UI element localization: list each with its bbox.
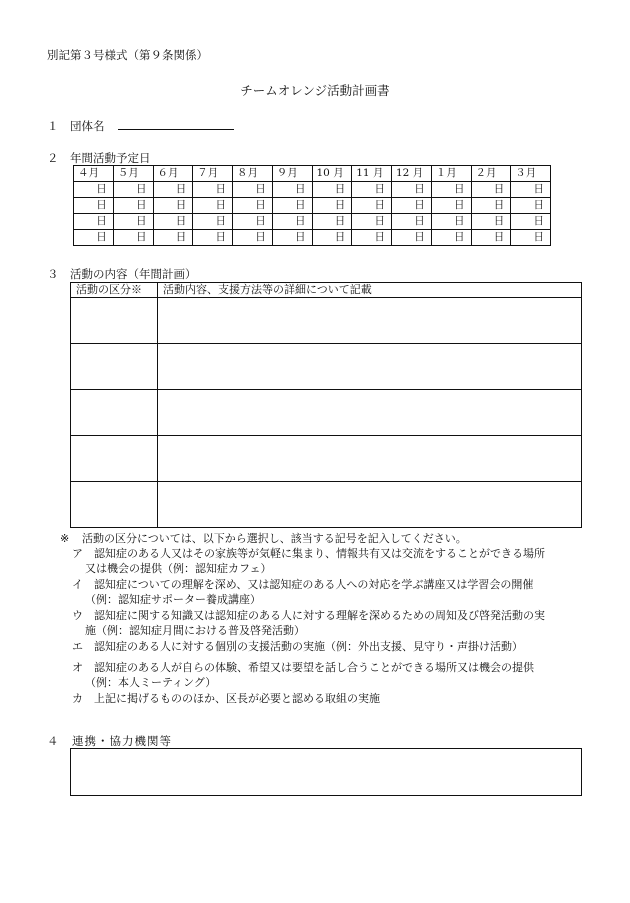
option-key: オ <box>72 661 83 674</box>
day-cell[interactable]: 日 <box>113 182 153 198</box>
day-cell[interactable]: 日 <box>233 182 273 198</box>
note-marker: ※ <box>60 532 70 545</box>
schedule-row <box>74 214 551 230</box>
day-cell[interactable]: 日 <box>233 198 273 214</box>
day-cell[interactable]: 日 <box>431 198 471 214</box>
day-cell[interactable]: 日 <box>352 214 392 230</box>
day-cell[interactable]: 日 <box>431 214 471 230</box>
schedule-row <box>74 230 551 246</box>
day-cell[interactable]: 日 <box>312 230 352 246</box>
details-cell[interactable] <box>158 344 582 390</box>
section-2-label: 年間活動予定日 <box>70 151 151 165</box>
day-cell[interactable]: 日 <box>193 230 233 246</box>
day-cell[interactable]: 日 <box>272 182 312 198</box>
day-cell[interactable]: 日 <box>392 230 432 246</box>
option-key: エ <box>72 640 83 653</box>
day-cell[interactable]: 日 <box>74 182 114 198</box>
day-cell[interactable]: 日 <box>272 214 312 230</box>
partner-organizations-field[interactable] <box>70 748 582 796</box>
day-cell[interactable]: 日 <box>392 214 432 230</box>
category-cell[interactable] <box>71 390 158 436</box>
month-header: ５月 <box>113 166 153 182</box>
details-cell[interactable] <box>158 436 582 482</box>
day-cell[interactable]: 日 <box>74 230 114 246</box>
option-text: 認知症のある人が自らの体験、希望又は要望を話し合うことができる場所又は機会の提供 <box>94 661 534 674</box>
day-cell[interactable]: 日 <box>392 198 432 214</box>
activity-row <box>71 482 582 528</box>
category-cell[interactable] <box>71 436 158 482</box>
day-cell[interactable]: 日 <box>153 182 193 198</box>
day-cell[interactable]: 日 <box>352 230 392 246</box>
option-text: 認知症のある人又はその家族等が気軽に集まり、情報共有又は交流をすることができる場所 <box>94 547 545 560</box>
option-text-continued: （例：本人ミーティング） <box>85 676 217 689</box>
month-header: 10 月 <box>312 166 352 182</box>
option-text: 認知症に関する知識又は認知症のある人に対する理解を深めるための周知及び啓発活動の実 <box>94 609 545 622</box>
details-cell[interactable] <box>158 390 582 436</box>
month-header: ６月 <box>153 166 193 182</box>
section-1-number: １ <box>47 119 59 133</box>
day-cell[interactable]: 日 <box>193 182 233 198</box>
section-4-number: ４ <box>47 734 59 748</box>
day-cell[interactable]: 日 <box>312 214 352 230</box>
day-cell[interactable]: 日 <box>431 230 471 246</box>
month-header: ７月 <box>193 166 233 182</box>
day-cell[interactable]: 日 <box>312 182 352 198</box>
option-key: イ <box>72 578 83 591</box>
day-cell[interactable]: 日 <box>272 198 312 214</box>
activity-row <box>71 298 582 344</box>
category-cell[interactable] <box>71 344 158 390</box>
category-cell[interactable] <box>71 298 158 344</box>
day-cell[interactable]: 日 <box>431 182 471 198</box>
section-3-number: ３ <box>47 267 59 281</box>
option-text-continued: 又は機会の提供（例：認知症カフェ） <box>85 562 272 575</box>
day-cell[interactable]: 日 <box>193 198 233 214</box>
month-header: 11 月 <box>352 166 392 182</box>
month-header: ９月 <box>272 166 312 182</box>
day-cell[interactable]: 日 <box>352 198 392 214</box>
option-text: 認知症についての理解を深め、又は認知症のある人への対応を学ぶ講座又は学習会の開催 <box>94 578 534 591</box>
details-cell[interactable] <box>158 482 582 528</box>
day-cell[interactable]: 日 <box>153 198 193 214</box>
day-cell[interactable]: 日 <box>74 214 114 230</box>
option-text-continued: 施（例：認知症月間における普及啓発活動） <box>85 624 305 637</box>
details-column-header: 活動内容、支援方法等の詳細について記載 <box>158 283 582 298</box>
day-cell[interactable]: 日 <box>352 182 392 198</box>
month-header: ３月 <box>511 166 551 182</box>
month-header: １月 <box>431 166 471 182</box>
day-cell[interactable]: 日 <box>511 214 551 230</box>
day-cell[interactable]: 日 <box>153 214 193 230</box>
activity-row <box>71 344 582 390</box>
section-1-label: 団体名 <box>70 119 105 133</box>
option-key: ウ <box>72 609 83 622</box>
group-name-field[interactable] <box>118 129 234 130</box>
note-intro: 活動の区分については、以下から選択し、該当する記号を記入してください。 <box>82 532 467 545</box>
day-cell[interactable]: 日 <box>233 214 273 230</box>
day-cell[interactable]: 日 <box>471 230 511 246</box>
day-cell[interactable]: 日 <box>193 214 233 230</box>
day-cell[interactable]: 日 <box>233 230 273 246</box>
details-cell[interactable] <box>158 298 582 344</box>
day-cell[interactable]: 日 <box>113 230 153 246</box>
day-cell[interactable]: 日 <box>471 198 511 214</box>
day-cell[interactable]: 日 <box>312 198 352 214</box>
day-cell[interactable]: 日 <box>153 230 193 246</box>
day-cell[interactable]: 日 <box>74 198 114 214</box>
day-cell[interactable]: 日 <box>113 214 153 230</box>
day-cell[interactable]: 日 <box>272 230 312 246</box>
option-text: 認知症のある人に対する個別の支援活動の実施（例：外出支援、見守り・声掛け活動） <box>94 640 523 653</box>
activity-plan-table <box>70 282 582 528</box>
form-label: 別記第３号様式（第９条関係） <box>47 48 208 62</box>
option-text: 上記に掲げるもののほか、区長が必要と認める取組の実施 <box>94 692 380 705</box>
day-cell[interactable]: 日 <box>511 230 551 246</box>
activity-row <box>71 390 582 436</box>
month-header: 12 月 <box>392 166 432 182</box>
schedule-row <box>74 182 551 198</box>
category-cell[interactable] <box>71 482 158 528</box>
day-cell[interactable]: 日 <box>113 198 153 214</box>
schedule-row <box>74 198 551 214</box>
option-key: ア <box>72 547 83 560</box>
document-title: チームオレンジ活動計画書 <box>240 83 390 98</box>
option-key: カ <box>72 692 83 705</box>
activity-calendar-table <box>73 165 551 246</box>
option-text-continued: （例：認知症サポーター養成講座） <box>85 593 261 606</box>
day-cell[interactable]: 日 <box>471 182 511 198</box>
activity-row <box>71 436 582 482</box>
section-4-label: 連携・協力機関等 <box>72 734 172 748</box>
section-2-number: ２ <box>47 151 59 165</box>
section-3-label: 活動の内容（年間計画） <box>70 267 197 281</box>
category-column-header: 活動の区分※ <box>71 283 158 298</box>
day-cell[interactable]: 日 <box>511 198 551 214</box>
day-cell[interactable]: 日 <box>511 182 551 198</box>
month-header: ２月 <box>471 166 511 182</box>
month-header: ８月 <box>233 166 273 182</box>
day-cell[interactable]: 日 <box>392 182 432 198</box>
month-header: ４月 <box>74 166 114 182</box>
day-cell[interactable]: 日 <box>471 214 511 230</box>
